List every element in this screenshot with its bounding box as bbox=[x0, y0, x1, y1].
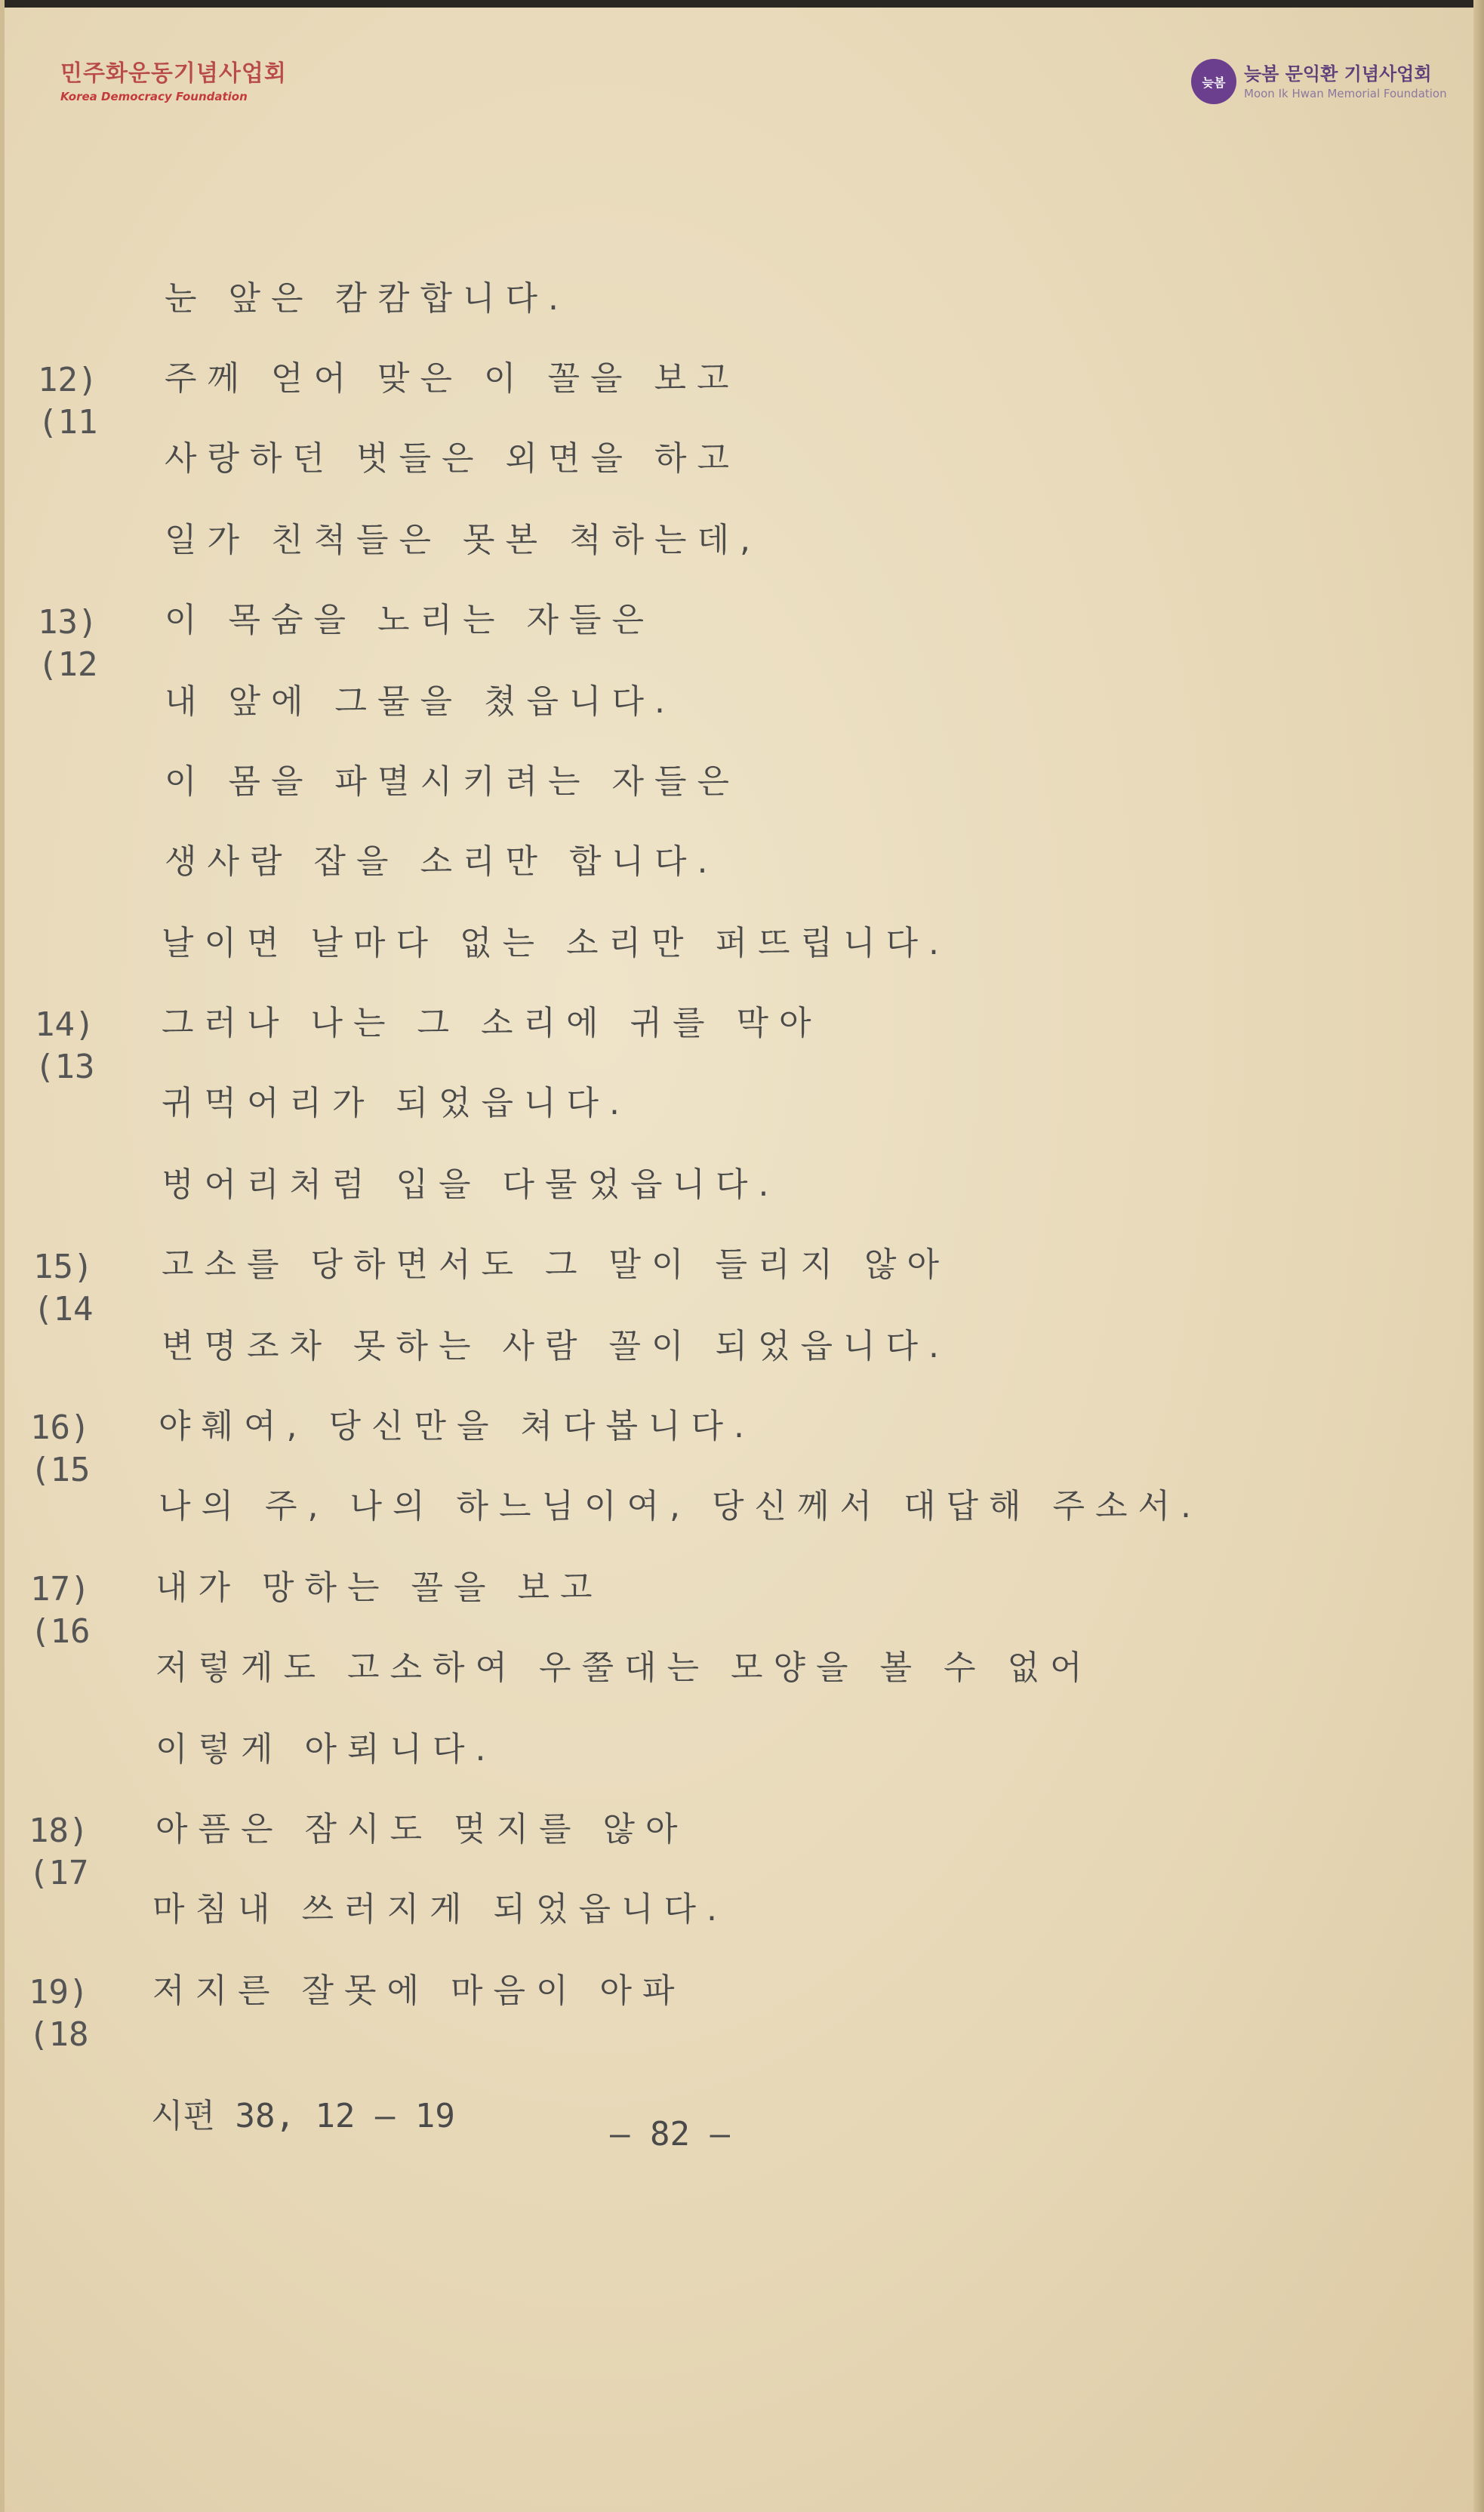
text-line: 고소를 당하면서도 그 말이 들리지 않아 bbox=[162, 1245, 950, 1284]
logo-right-english: Moon Ik Hwan Memorial Foundation bbox=[1244, 87, 1447, 100]
text-line: 이렇게 아뢰니다. bbox=[155, 1730, 497, 1769]
moon-ik-hwan-foundation-logo bbox=[1191, 59, 1447, 104]
text-line: 아픔은 잠시도 멎지를 않아 bbox=[155, 1810, 688, 1849]
text-line: 저지른 잘못에 마음이 아파 bbox=[152, 1972, 685, 2010]
korea-democracy-foundation-logo bbox=[60, 59, 287, 104]
verse-number-alt: (17 bbox=[29, 1854, 89, 1892]
verse-number: 19) bbox=[29, 1973, 89, 2012]
text-line: 야훼여, 당신만을 쳐다봅니다. bbox=[159, 1407, 755, 1445]
text-line: 일가 친척들은 못본 척하는데, bbox=[165, 521, 761, 559]
verse-number: 18) bbox=[29, 1812, 89, 1850]
text-line: 귀먹어리가 되었읍니다. bbox=[162, 1084, 631, 1122]
text-line: 날이면 날마다 없는 소리만 퍼뜨립니다. bbox=[162, 924, 950, 962]
text-line: 눈 앞은 캄캄합니다. bbox=[165, 279, 569, 318]
logo-left-english: Korea Democracy Foundation bbox=[60, 90, 248, 103]
scan-left-edge bbox=[0, 0, 5, 2512]
logo-right-korean: 늦봄 문익환 기념사업회 bbox=[1244, 63, 1432, 85]
neutbom-emblem-icon: 늦봄 bbox=[1191, 59, 1236, 104]
text-line: 변명조차 못하는 사람 꼴이 되었읍니다. bbox=[162, 1327, 950, 1365]
verse-number: 14) bbox=[35, 1005, 95, 1044]
verse-number: 12) bbox=[38, 361, 98, 399]
scan-right-edge bbox=[1473, 0, 1484, 2512]
text-line: 주께 얻어 맞은 이 꼴을 보고 bbox=[165, 359, 740, 398]
verse-number-alt: (12 bbox=[38, 645, 98, 684]
verse-number-alt: (11 bbox=[38, 403, 98, 442]
text-line: 벙어리처럼 입을 다물었읍니다. bbox=[162, 1165, 780, 1204]
text-line: 내 앞에 그물을 쳤읍니다. bbox=[165, 682, 676, 721]
text-line: 나의 주, 나의 하느님이여, 당신께서 대답해 주소서. bbox=[159, 1487, 1202, 1525]
verse-number: 13) bbox=[38, 603, 98, 642]
text-line: 이 목숨을 노리는 자들은 bbox=[165, 601, 654, 639]
text-line: 마침내 쓰러지게 되었읍니다. bbox=[152, 1890, 728, 1929]
page-number: — 82 — bbox=[610, 2115, 730, 2153]
text-line: 그러나 나는 그 소리에 귀를 막아 bbox=[162, 1004, 822, 1042]
text-line: 생사람 잡을 소리만 합니다. bbox=[165, 842, 719, 881]
logo-left-korean: 민주화운동기념사업회 bbox=[60, 60, 287, 87]
verse-number: 17) bbox=[30, 1570, 91, 1608]
scan-top-border bbox=[0, 0, 1484, 8]
verse-number-alt: (14 bbox=[33, 1290, 94, 1328]
text-line: 저렇게도 고소하여 우쭐대는 모양을 볼 수 없어 bbox=[155, 1648, 1093, 1687]
text-line: 사랑하던 벗들은 외면을 하고 bbox=[165, 439, 740, 478]
scripture-reference: 시편 38, 12 — 19 bbox=[151, 2097, 455, 2135]
verse-number-alt: (16 bbox=[30, 1612, 91, 1651]
verse-number-alt: (13 bbox=[35, 1048, 95, 1086]
verse-number: 16) bbox=[30, 1408, 91, 1447]
text-line: 이 몸을 파멸시키려는 자들은 bbox=[165, 762, 740, 801]
verse-number: 15) bbox=[33, 1248, 94, 1286]
verse-number-alt: (18 bbox=[29, 2015, 89, 2054]
verse-number-alt: (15 bbox=[30, 1451, 91, 1489]
text-line: 내가 망하는 꼴을 보고 bbox=[155, 1568, 603, 1607]
